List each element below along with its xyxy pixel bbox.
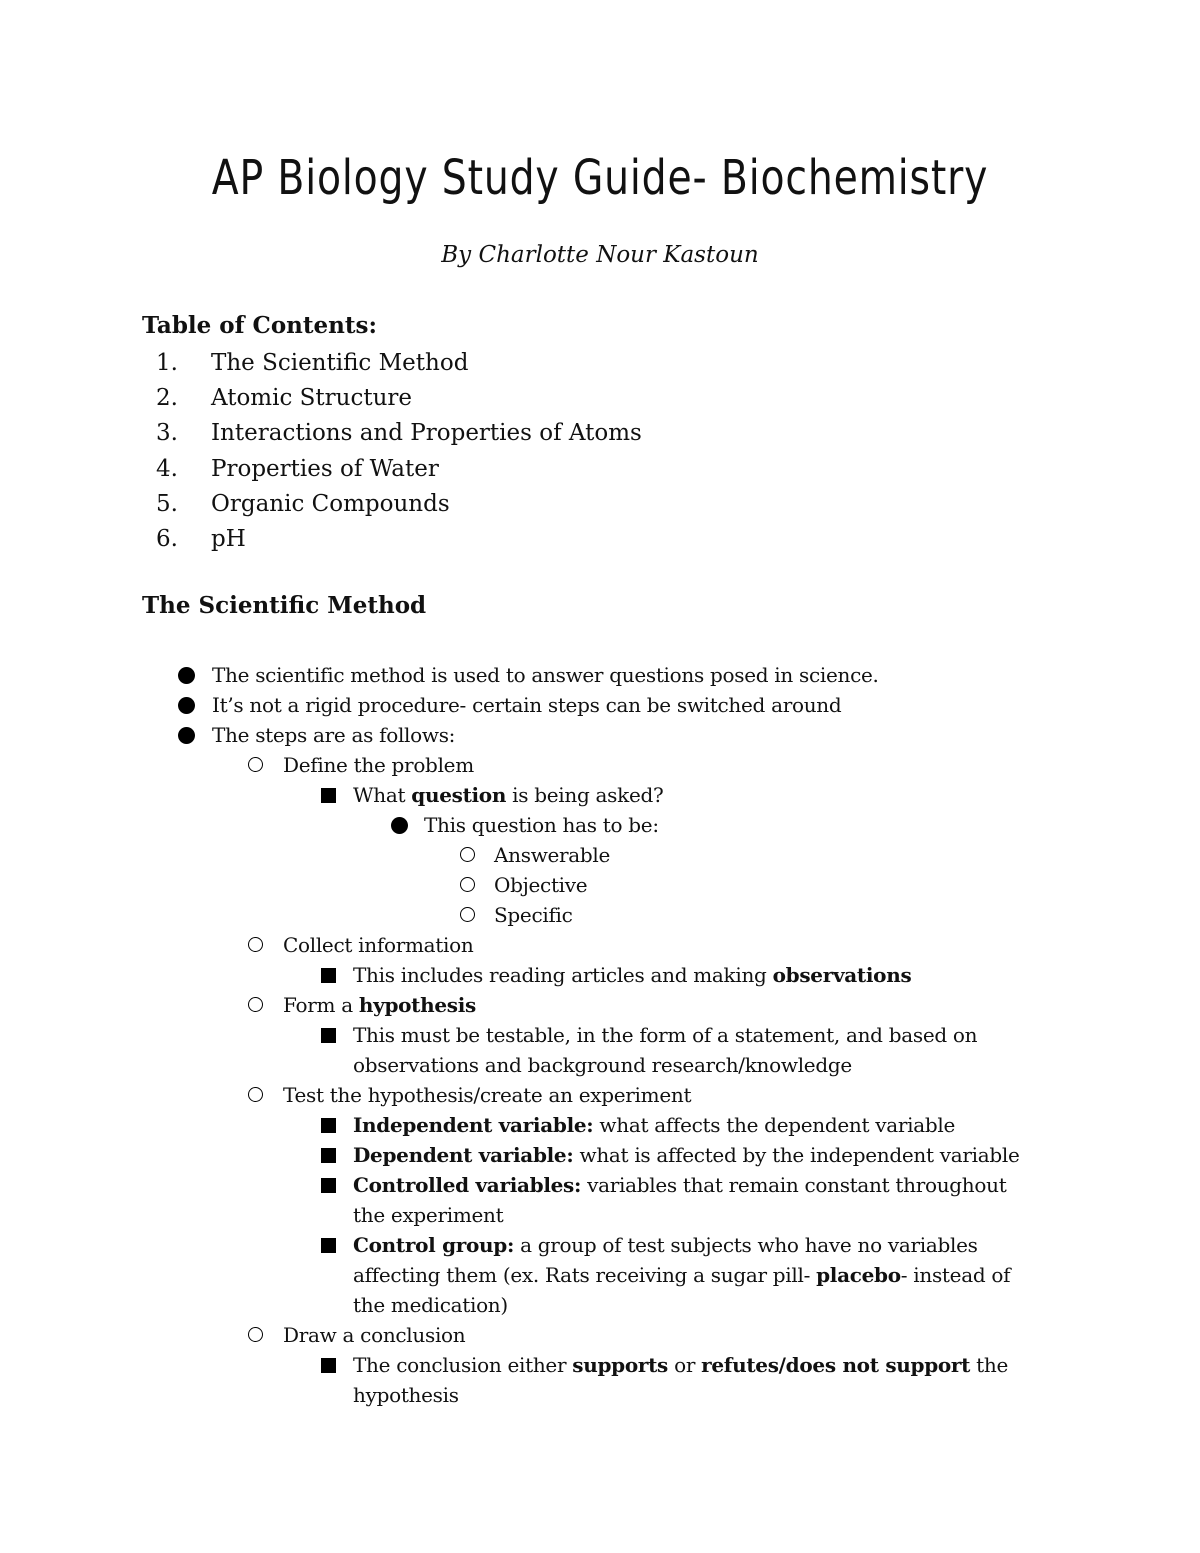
hollow-bullet-icon xyxy=(248,1327,263,1342)
toc-heading: Table of Contents: xyxy=(142,312,377,339)
square-bullet-icon xyxy=(321,1178,336,1193)
hollow-bullet-icon xyxy=(248,1087,263,1102)
filled-bullet-icon xyxy=(178,727,195,744)
section-heading: The Scientific Method xyxy=(142,592,427,619)
table-of-contents xyxy=(142,346,642,557)
filled-bullet-icon xyxy=(178,697,195,714)
filled-bullet-icon xyxy=(178,667,195,684)
toc-item: 3. Interactions and Properties of Atoms xyxy=(156,420,642,447)
toc-item: 5. Organic Compounds xyxy=(156,490,450,517)
square-bullet-icon xyxy=(321,1358,336,1373)
hollow-bullet-icon xyxy=(460,847,475,862)
square-bullet-icon xyxy=(321,1148,336,1163)
filled-bullet-icon xyxy=(391,817,408,834)
hollow-bullet-icon xyxy=(248,757,263,772)
toc-item: 1. The Scientific Method xyxy=(156,350,469,376)
hollow-bullet-icon xyxy=(248,997,263,1012)
toc-item: 6. pH xyxy=(156,525,246,552)
hollow-bullet-icon xyxy=(248,937,263,952)
author-byline: By Charlotte Nour Kastoun xyxy=(441,242,759,268)
document-title: AP Biology Study Guide- Biochemistry xyxy=(211,150,989,206)
toc-item: 4. Properties of Water xyxy=(156,455,439,482)
hollow-bullet-icon xyxy=(460,907,475,922)
square-bullet-icon xyxy=(321,788,336,803)
square-bullet-icon xyxy=(321,1118,336,1133)
square-bullet-icon xyxy=(321,1028,336,1043)
square-bullet-icon xyxy=(321,1238,336,1253)
document-page: AP Biology Study Guide- Biochemistry By Charlotte Nour Kastoun Table of Contents: 1. The Scientific Method 2. Atomic Structure 3. Interactions and Properties of Atoms 4. Properties of Water 5. Organic Compounds 6. pH The Scientific Method The scientific method is used to answer questions posed in science. It’s not a rigid procedure- certain steps can be switched around The steps are as follows: Define the problem What question is being asked? This question has to be: Answerable Objective Specific Collect information This includes reading articles and making observations Form a hypothesis This must be testable, in the form of a statement, and based on observations and background research/knowledge Test the hypothesis/create an experiment Independent variable: what affects the dependent variable Dependent variable: what is affected by the independent variable Controlled variables: variables that remain constant throughout the experiment Control group: a group of test subjects who have no variables affecting them (ex. Rats receiving a sugar pill- placebo- instead of the medication) Draw a conclusion The conclusion either supports or refutes/does not support the hypothesis xyxy=(0,0,1200,1553)
square-bullet-icon xyxy=(321,968,336,983)
hollow-bullet-icon xyxy=(460,877,475,892)
toc-item: 2. Atomic Structure xyxy=(156,385,413,412)
